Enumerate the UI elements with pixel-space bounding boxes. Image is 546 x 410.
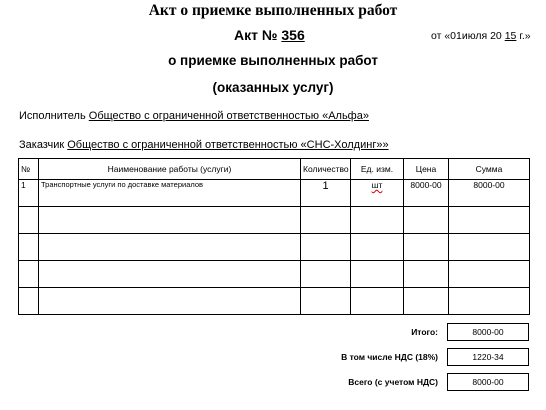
cell-num (19, 234, 39, 261)
table-row (19, 261, 530, 288)
cell-sum (449, 288, 530, 315)
cell-qty (301, 288, 351, 315)
cell-sum: 8000-00 (449, 180, 530, 207)
total-value: 8000-00 (447, 323, 529, 341)
date-year: 15 (504, 30, 517, 42)
subtitle-services: (оказанных услуг) (212, 80, 334, 95)
cell-unit (351, 180, 404, 207)
total-label: Итого: (411, 327, 438, 337)
date-suffix: г.» (519, 30, 531, 42)
cell-name (39, 207, 301, 234)
cell-qty (301, 234, 351, 261)
cell-unit-text: шт (371, 180, 383, 190)
table-row (19, 288, 530, 315)
cell-unit (351, 234, 404, 261)
document-title: Акт о приемке выполненных работ (148, 2, 398, 19)
cell-price (404, 207, 449, 234)
subtitle-works: о приемке выполненных работ (168, 53, 378, 68)
cell-sum (449, 207, 530, 234)
table-row (19, 207, 530, 234)
header-unit: Ед. изм. (351, 159, 404, 180)
vat-value: 1220-34 (447, 348, 529, 366)
cell-name (39, 288, 301, 315)
cell-unit (351, 288, 404, 315)
cell-price (404, 234, 449, 261)
customer-value: Общество с ограниченной ответственностью «СНС-Холдинг»» (67, 139, 389, 151)
act-date (431, 30, 531, 42)
cell-sum (449, 234, 530, 261)
cell-qty (301, 207, 351, 234)
grand-total-value: 8000-00 (447, 373, 529, 391)
cell-unit (351, 207, 404, 234)
cell-price (404, 288, 449, 315)
cell-num (19, 288, 39, 315)
cell-name (39, 234, 301, 261)
cell-price: 8000-00 (404, 180, 449, 207)
cell-sum (449, 261, 530, 288)
act-number-line (234, 27, 305, 43)
cell-num: 1 (19, 180, 39, 207)
act-number: 356 (281, 27, 305, 43)
customer-line (19, 139, 389, 151)
header-sum: Сумма (449, 159, 530, 180)
executor-line (19, 110, 369, 122)
cell-qty: 1 (301, 180, 351, 207)
table-row (19, 234, 530, 261)
table-row (19, 180, 530, 207)
cell-name: Транспортные услуги по доставке материалов (39, 180, 301, 207)
cell-num (19, 261, 39, 288)
vat-label: В том числе НДС (18%) (341, 352, 438, 362)
table-header-row (19, 159, 530, 180)
header-num: № (19, 159, 39, 180)
header-price: Цена (404, 159, 449, 180)
customer-label: Заказчик (19, 139, 65, 151)
grand-total-label: Всего (с учетом НДС) (348, 377, 438, 387)
header-qty: Количество (301, 159, 351, 180)
cell-qty (301, 261, 351, 288)
header-name: Наименование работы (услуги) (39, 159, 301, 180)
executor-value: Общество с ограниченной ответственностью «Альфа» (88, 110, 369, 122)
cell-price (404, 261, 449, 288)
act-label: Акт № (234, 27, 278, 43)
cell-name (39, 261, 301, 288)
cell-num (19, 207, 39, 234)
services-table (18, 158, 530, 315)
executor-label: Исполнитель (19, 110, 86, 122)
cell-unit (351, 261, 404, 288)
date-prefix: от «01июля 20 (431, 30, 502, 42)
